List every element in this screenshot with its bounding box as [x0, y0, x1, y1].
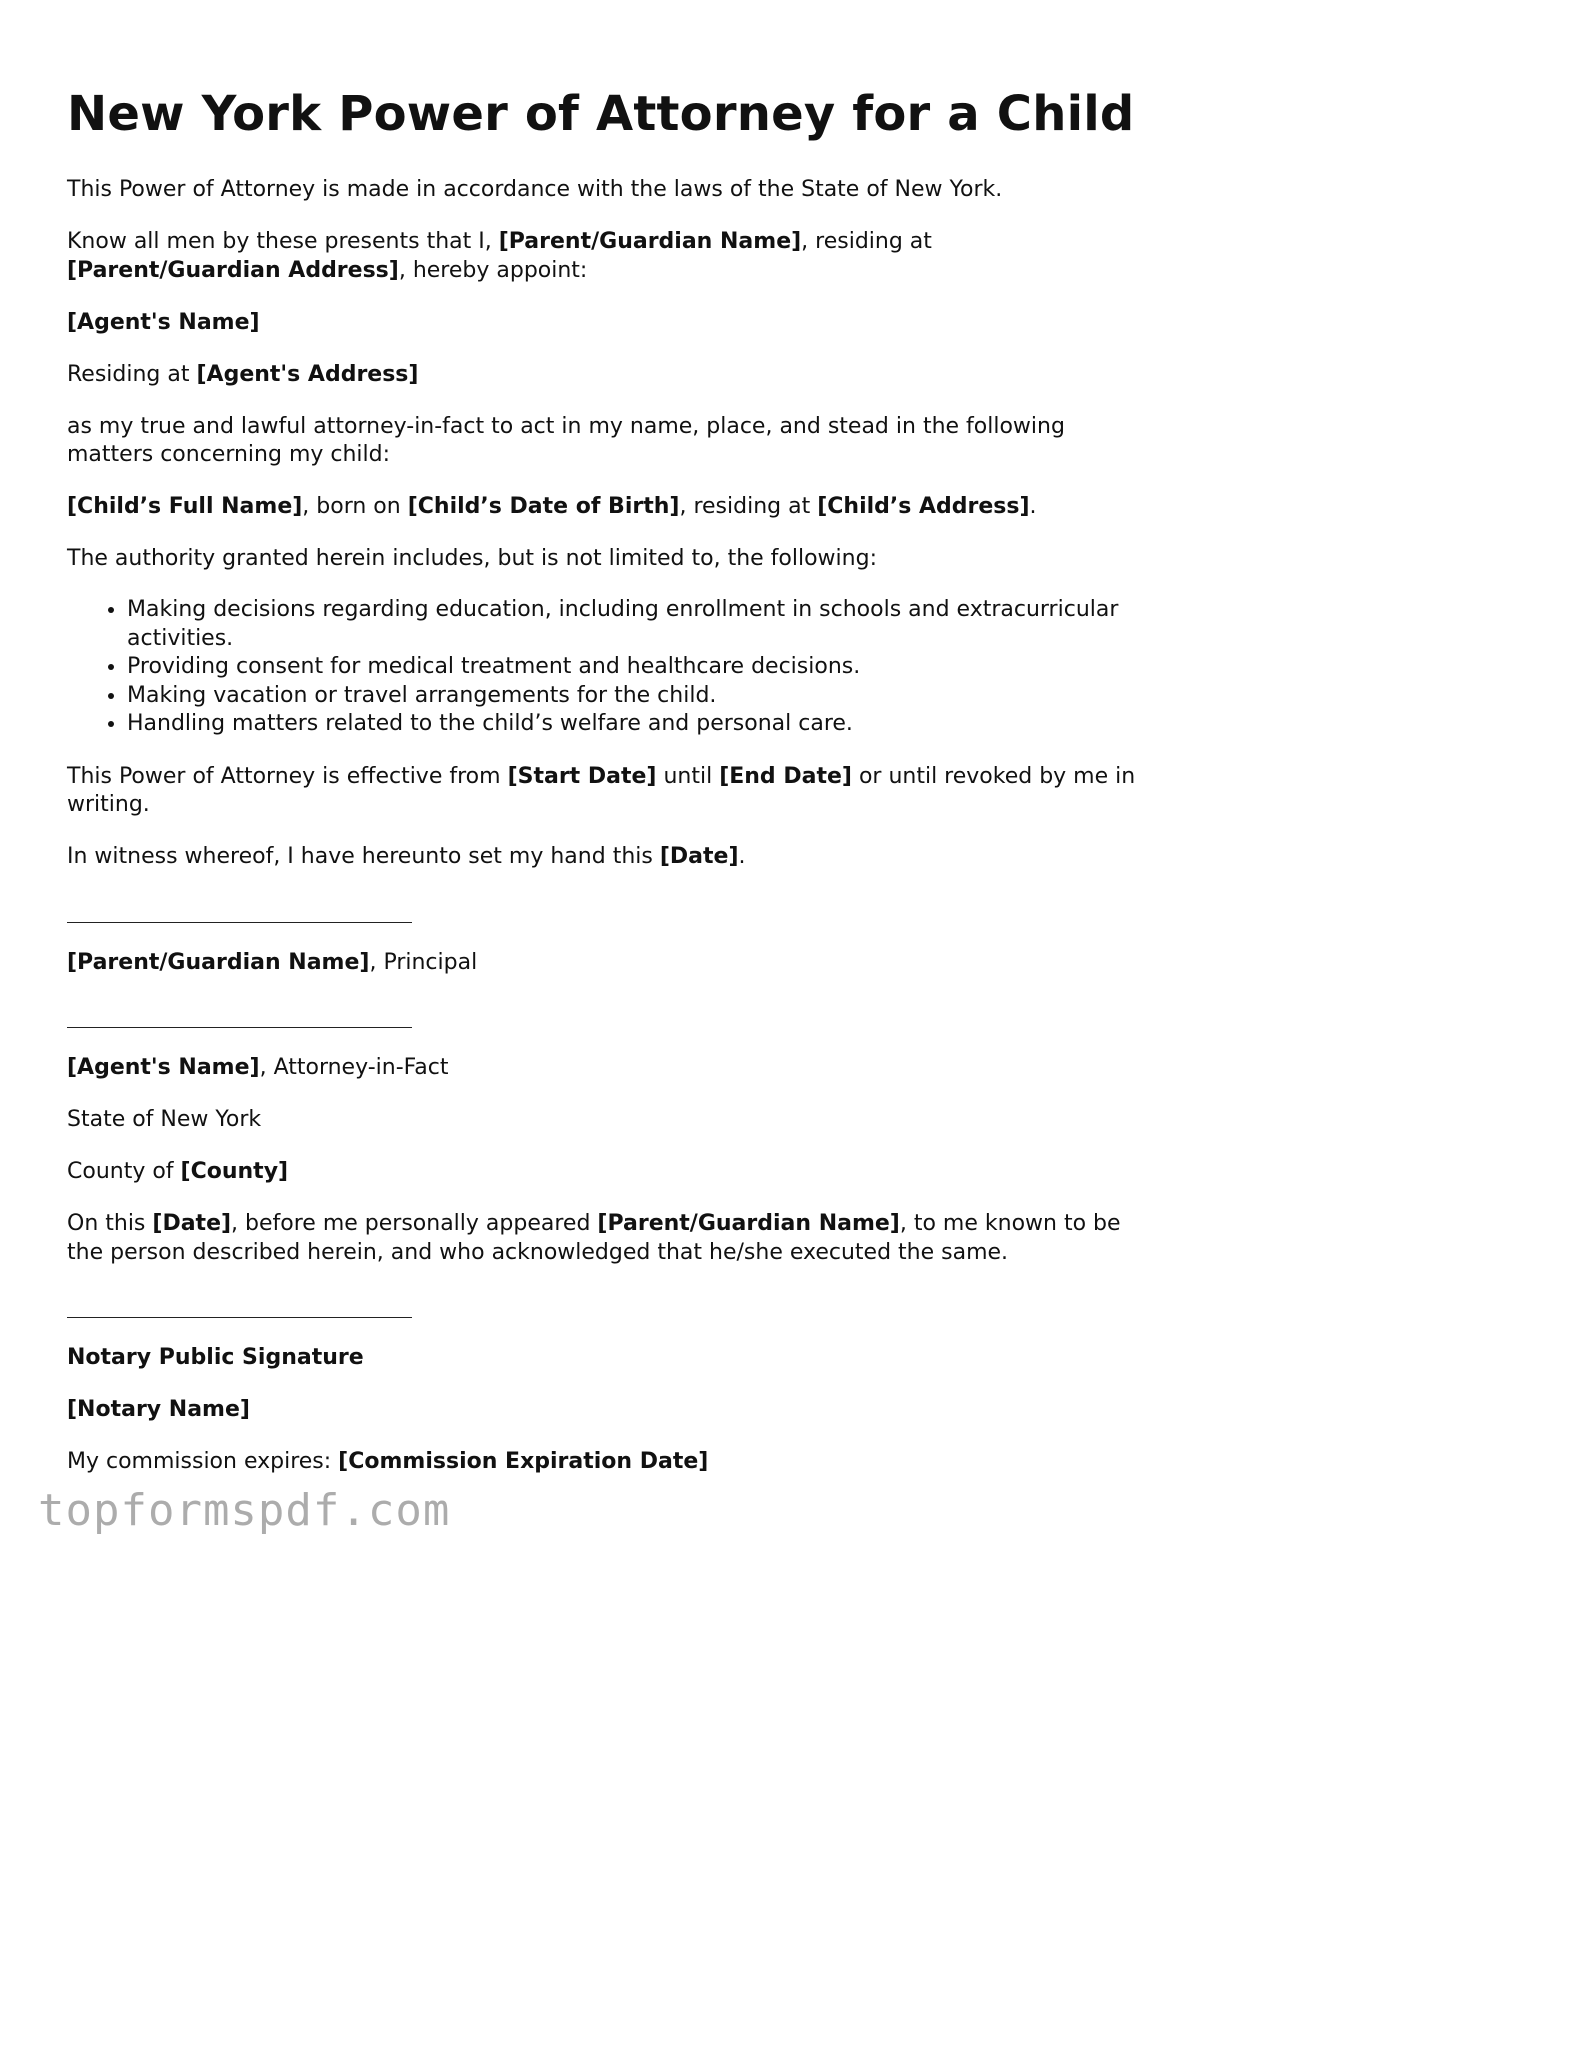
acknowledgment-paragraph: [67, 1210, 1157, 1267]
child-dob-placeholder: [Child’s Date of Birth]: [407, 494, 680, 519]
appoint-suffix: , hereby appoint:: [398, 257, 588, 283]
child-residing-at: , residing at: [679, 494, 818, 519]
ack-prefix: On this: [67, 1211, 153, 1236]
child-address-placeholder: [Child’s Address]: [817, 494, 1030, 519]
document-body: [67, 176, 1157, 1500]
list-item: • Making vacation or travel arrangements for the child.: [127, 682, 1157, 711]
attorney-in-fact-paragraph: as my true and lawful attorney-in-fact to act in my name, place, and stead in the following matters concerning my child:: [67, 413, 1065, 467]
witness-prefix: In witness whereof, I have hereunto set my hand this: [67, 844, 660, 869]
watermark: topformspdf.com: [38, 1485, 451, 1536]
principal-signature-caption: [67, 949, 1157, 978]
witness-paragraph: [67, 843, 1157, 872]
agent-name-paragraph: [67, 309, 1157, 338]
witness-suffix: .: [738, 844, 746, 869]
ack-date-placeholder: [Date]: [152, 1211, 232, 1236]
effective-prefix: This Power of Attorney is effective from: [67, 763, 508, 789]
list-item: • Making decisions regarding education, including enrollment in schools and extracurricular activities.: [127, 596, 1157, 653]
ack-suffix: , to me known to be the person described herein, and who acknowledged that he/she executed the same.: [67, 1211, 1121, 1265]
appoint-prefix: Know all men by these presents that I,: [67, 229, 499, 254]
document-title: New York Power of Attorney for a Child: [67, 86, 1135, 142]
agent-address-paragraph: [67, 361, 1157, 390]
county-line: [67, 1158, 1157, 1187]
agent-address-placeholder: [Agent's Address]: [196, 361, 419, 387]
agent-role: , Attorney-in-Fact: [259, 1055, 449, 1080]
effective-suffix: or until revoked by me in writing.: [67, 763, 1136, 817]
notary-name-line: [67, 1396, 1157, 1425]
ack-name-placeholder: [Parent/Guardian Name]: [597, 1211, 900, 1236]
appoint-mid: , residing at: [801, 229, 932, 254]
commission-prefix: My commission expires:: [67, 1449, 339, 1474]
appointment-paragraph: [67, 228, 1157, 285]
effective-paragraph: [67, 763, 1157, 820]
principal-signature-line: [67, 922, 412, 923]
agent-sig-name-placeholder: [Agent's Name]: [67, 1055, 260, 1080]
child-end: .: [1029, 494, 1037, 519]
authority-intro: The authority granted herein includes, but is not limited to, the following:: [67, 546, 877, 571]
county-prefix: County of: [67, 1159, 181, 1184]
list-item: • Handling matters related to the child’s welfare and personal care.: [127, 710, 1157, 739]
agent-name-placeholder: [Agent's Name]: [67, 309, 260, 335]
child-paragraph: [67, 493, 1157, 522]
child-born-on: , born on: [302, 494, 408, 519]
end-date-placeholder: [End Date]: [719, 763, 852, 789]
authority-list: [67, 596, 1157, 739]
list-item: • Providing consent for medical treatment and healthcare decisions.: [127, 653, 1157, 682]
notary-name-placeholder: [Notary Name]: [67, 1397, 250, 1422]
start-date-placeholder: [Start Date]: [507, 763, 657, 789]
principal-role: , Principal: [369, 949, 478, 975]
witness-date-placeholder: [Date]: [659, 844, 739, 869]
parent-name-placeholder: [Parent/Guardian Name]: [498, 229, 802, 254]
notary-signature-line: [67, 1317, 412, 1318]
parent-address-placeholder: [Parent/Guardian Address]: [67, 257, 399, 283]
agent-signature-line: [67, 1027, 412, 1028]
child-name-placeholder: [Child’s Full Name]: [67, 494, 303, 519]
agent-residing-prefix: Residing at: [67, 361, 197, 387]
agent-signature-caption: [67, 1054, 1157, 1083]
commission-line: [67, 1448, 1157, 1477]
state-line: State of New York: [67, 1107, 262, 1132]
ack-mid: , before me personally appeared: [231, 1211, 598, 1236]
notary-signature-label-text: Notary Public Signature: [67, 1345, 364, 1370]
principal-name-placeholder: [Parent/Guardian Name]: [67, 949, 370, 975]
effective-until: until: [656, 763, 720, 789]
intro-paragraph: This Power of Attorney is made in accordance with the laws of the State of New York.: [67, 177, 1003, 202]
county-placeholder: [County]: [180, 1159, 289, 1184]
notary-signature-label: [67, 1344, 1157, 1373]
commission-date-placeholder: [Commission Expiration Date]: [338, 1449, 709, 1474]
